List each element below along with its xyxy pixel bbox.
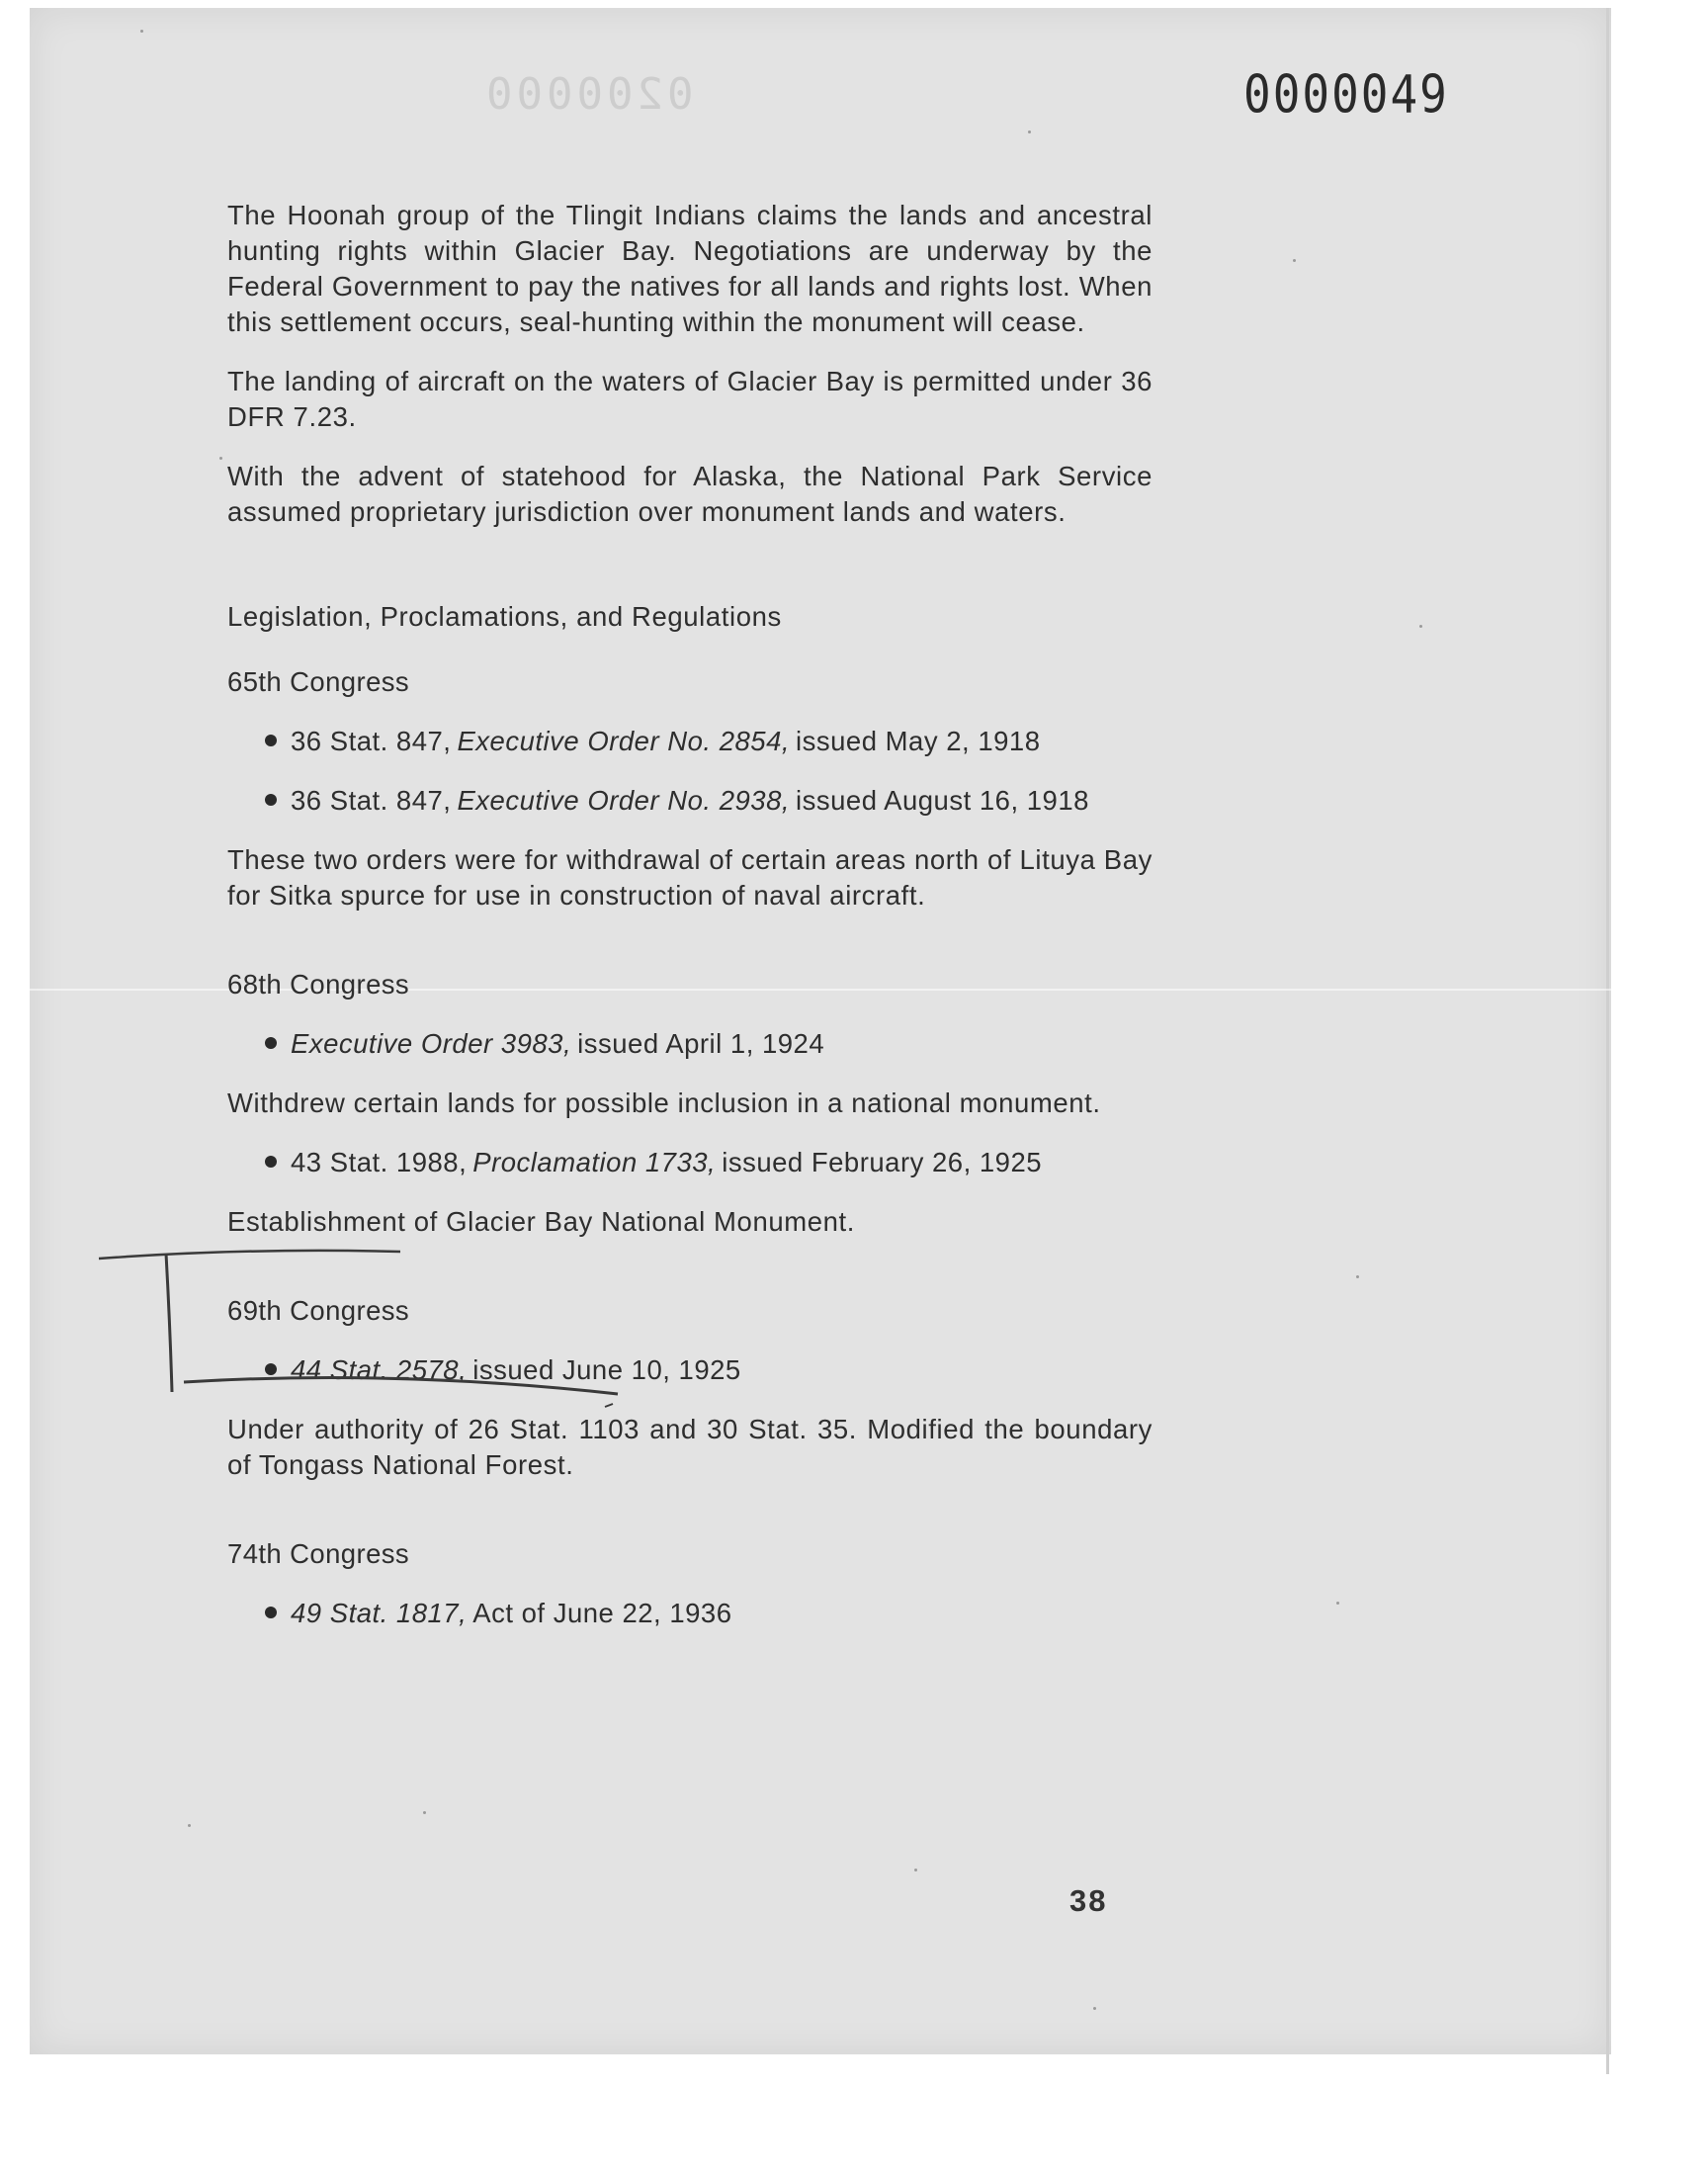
list-item [265,783,1153,819]
order-title: Executive Order 3983, [291,1028,572,1059]
paper-speck [1356,1275,1359,1278]
bullet-icon [265,1607,277,1618]
list-item [265,1596,1153,1631]
paper-speck [1336,1602,1339,1605]
stat-ref: 36 Stat. 847, [291,726,452,756]
section-note: Establishment of Glacier Bay National Monument. [227,1206,856,1237]
bullet-icon [265,1363,277,1375]
bullet-icon [265,735,277,746]
paper-speck [423,1811,426,1814]
paper-speck [219,457,222,460]
stat-ref: 43 Stat. 1988, [291,1147,468,1177]
paragraph-aircraft-landing: The landing of aircraft on the waters of Glacier Bay is permitted under 36 DFR 7.23. [227,366,1153,432]
faint-bleed-through-stamp: 0200000 [482,69,694,120]
issue-date: issued August 16, 1918 [796,785,1089,816]
paper-speck [914,1869,917,1871]
section-note: Withdrew certain lands for possible inclusion in a national monument. [227,1088,1101,1118]
section-74th-congress [227,1536,1153,1631]
bullet-icon [265,1156,277,1168]
paragraph-statehood: With the advent of statehood for Alaska, the National Park Service assumed proprietary jurisdiction over monument lands and waters. [227,461,1153,527]
congress-label: 69th Congress [227,1295,410,1326]
list-item [265,1352,1153,1388]
paper-speck [188,1824,191,1827]
paragraph-hoonah-claims: The Hoonah group of the Tlingit Indians claims the lands and ancestral hunting rights within Glacier Bay. Negotiations are underway by the Federal Government to pay the natives for all lands and rights lost. When this settlement occurs, seal-hunting within the monument will cease. [227,200,1153,337]
paper-speck [1419,625,1422,628]
paper-speck [140,30,143,33]
section-note: These two orders were for withdrawal of certain areas north of Lituya Bay for Sitka spurce for use in construction of naval aircraft. [227,844,1153,911]
page-edge [1606,8,1609,2074]
issue-date: issued May 2, 1918 [796,726,1041,756]
stat-ref: 36 Stat. 847, [291,785,452,816]
bullet-icon [265,1037,277,1049]
section-note: Under authority of 26 Stat. 1103 and 30 Stat. 35. Modified the boundary of Tongass National Forest. [227,1414,1153,1480]
list-item [265,1026,1153,1062]
order-title: 49 Stat. 1817, [291,1598,468,1628]
order-title: Executive Order No. 2854, [457,726,791,756]
page-number: 38 [1069,1883,1108,1918]
section-68th-congress [227,967,1153,1240]
section-65th-congress [227,664,1153,914]
issue-date: issued April 1, 1924 [577,1028,825,1059]
order-title: 44 Stat. 2578, [291,1354,468,1385]
paper-speck [1093,2007,1096,2010]
paper-speck [1028,130,1031,133]
page-content [227,198,1153,1655]
congress-label: 74th Congress [227,1538,410,1569]
paper-speck [1293,259,1296,262]
list-item [265,1145,1153,1180]
document-stamp-number: 0000049 [1243,62,1449,126]
congress-label: 65th Congress [227,666,410,697]
section-heading: Legislation, Proclamations, and Regulations [227,601,782,632]
issue-date: issued June 10, 1925 [472,1354,741,1385]
list-item [265,724,1153,759]
issue-date: Act of June 22, 1936 [472,1598,732,1628]
congress-label: 68th Congress [227,969,410,1000]
bullet-icon [265,794,277,806]
order-title: Executive Order No. 2938, [457,785,791,816]
order-title: Proclamation 1733, [472,1147,717,1177]
issue-date: issued February 26, 1925 [722,1147,1043,1177]
section-69th-congress [227,1293,1153,1483]
